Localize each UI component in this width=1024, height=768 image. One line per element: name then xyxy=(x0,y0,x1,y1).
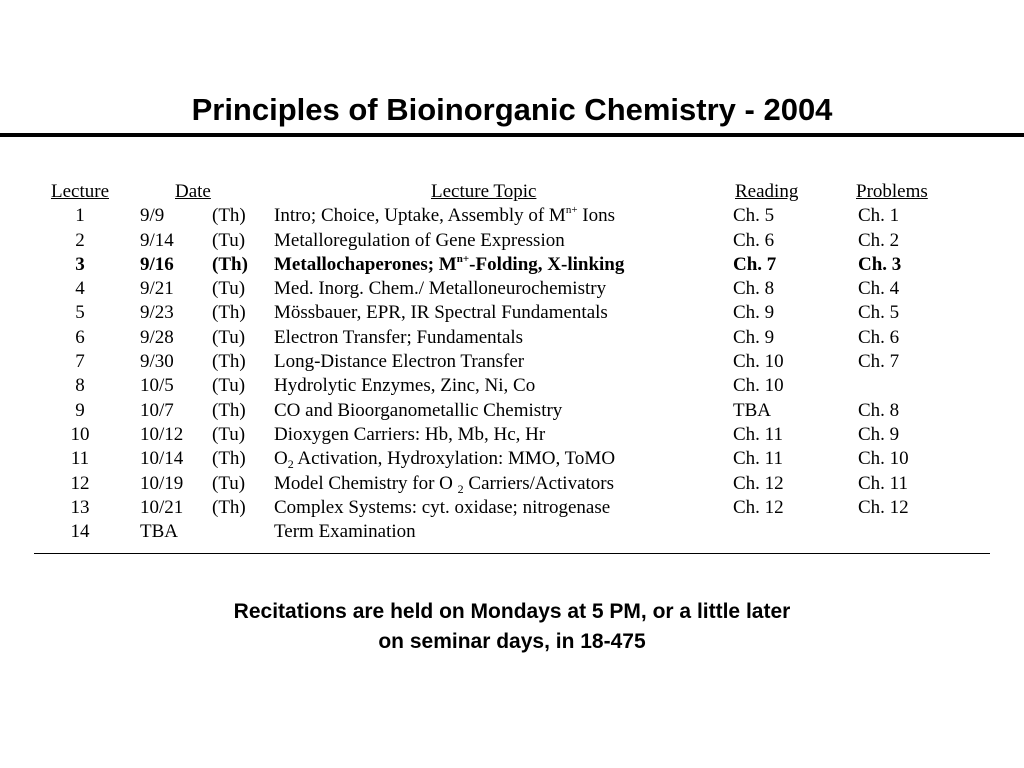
header-lecture: Lecture xyxy=(50,181,109,202)
reading: Ch. 12 xyxy=(733,472,784,494)
problems: Ch. 3 xyxy=(858,253,902,275)
table-header xyxy=(0,180,1024,204)
header-date: Date xyxy=(175,181,211,202)
lecture-topic: Complex Systems: cyt. oxidase; nitrogenase xyxy=(274,496,611,518)
lecture-number: 10 xyxy=(70,423,90,445)
reading: Ch. 8 xyxy=(733,278,775,300)
table-row xyxy=(0,301,1024,325)
lecture-topic: Metalloregulation of Gene Expression xyxy=(274,229,565,251)
header-reading: Reading xyxy=(735,181,799,202)
lecture-date: 9/14 xyxy=(140,229,174,251)
lecture-number: 2 xyxy=(75,229,85,251)
header-problems: Problems xyxy=(856,181,928,202)
reading: Ch. 5 xyxy=(733,205,775,227)
lecture-day: (Tu) xyxy=(212,472,246,494)
lecture-topic: Term Examination xyxy=(274,521,416,543)
table-row xyxy=(0,374,1024,398)
lecture-day: (Tu) xyxy=(212,229,246,251)
lecture-topic: Dioxygen Carriers: Hb, Mb, Hc, Hr xyxy=(274,423,546,445)
lecture-number: 4 xyxy=(75,278,85,300)
lecture-date: 10/21 xyxy=(140,496,184,518)
lecture-date: 10/7 xyxy=(140,399,174,421)
lecture-date: 9/30 xyxy=(140,351,174,373)
lecture-number: 13 xyxy=(70,496,90,518)
lecture-date: 9/21 xyxy=(140,278,174,300)
reading: TBA xyxy=(733,399,771,421)
reading: Ch. 10 xyxy=(733,375,784,397)
table-bottom-divider xyxy=(34,553,990,554)
problems: Ch. 12 xyxy=(858,496,909,518)
problems: Ch. 1 xyxy=(858,205,900,227)
table-row xyxy=(0,399,1024,423)
reading: Ch. 9 xyxy=(733,326,775,348)
lecture-number: 9 xyxy=(75,399,85,421)
lecture-date: 10/14 xyxy=(140,448,184,470)
recitation-note-line-1: Recitations are held on Mondays at 5 PM, or a little later xyxy=(233,600,791,623)
table-row xyxy=(0,326,1024,350)
lecture-date: TBA xyxy=(140,521,178,543)
title-divider xyxy=(0,133,1024,137)
problems: Ch. 4 xyxy=(858,278,900,300)
lecture-day: (Th) xyxy=(212,205,246,227)
table-row xyxy=(0,204,1024,228)
lecture-number: 3 xyxy=(75,253,85,275)
problems: Ch. 9 xyxy=(858,423,900,445)
lecture-day: (Th) xyxy=(212,496,246,518)
lecture-number: 5 xyxy=(75,302,85,324)
lecture-topic: Metallochaperones; $M^{n+}$-Folding, X-linking xyxy=(274,252,625,275)
table-row xyxy=(0,496,1024,520)
reading: Ch. 11 xyxy=(733,448,783,470)
lecture-topic: Long-Distance Electron Transfer xyxy=(274,351,525,373)
problems: Ch. 8 xyxy=(858,399,900,421)
problems: Ch. 10 xyxy=(858,448,909,470)
lecture-day: (Tu) xyxy=(212,326,246,348)
table-row xyxy=(0,472,1024,496)
recitation-note xyxy=(0,597,1024,657)
reading: Ch. 12 xyxy=(733,496,784,518)
lecture-date: 9/23 xyxy=(140,302,174,324)
lecture-topic: CO and Bioorganometallic Chemistry xyxy=(274,399,563,421)
lecture-day: (Th) xyxy=(212,448,246,470)
lecture-day: (Th) xyxy=(212,253,248,275)
lecture-date: 9/16 xyxy=(140,253,174,275)
page-title: Principles of Bioinorganic Chemistry - 2004 xyxy=(191,92,833,127)
lecture-day: (Tu) xyxy=(212,375,246,397)
header-topic: Lecture Topic xyxy=(431,181,537,202)
lecture-day: (Tu) xyxy=(212,423,246,445)
lecture-topic: Model Chemistry for O $_2$ Carriers/Activators xyxy=(274,472,615,496)
schedule-table xyxy=(0,180,1024,544)
table-row xyxy=(0,350,1024,374)
lecture-day: (Th) xyxy=(212,351,246,373)
table-row-current xyxy=(0,253,1024,277)
lecture-number: 7 xyxy=(75,351,85,373)
reading: Ch. 10 xyxy=(733,351,784,373)
lecture-date: 10/5 xyxy=(140,375,174,397)
lecture-topic: Intro; Choice, Uptake, Assembly of $M^{n+}$ Ions xyxy=(274,204,616,227)
table-row xyxy=(0,447,1024,471)
table-row xyxy=(0,277,1024,301)
lecture-date: 9/28 xyxy=(140,326,174,348)
table-row xyxy=(0,423,1024,447)
lecture-day: (Th) xyxy=(212,302,246,324)
reading: Ch. 7 xyxy=(733,253,777,275)
problems: Ch. 2 xyxy=(858,229,900,251)
lecture-number: 12 xyxy=(70,472,90,494)
lecture-topic: Hydrolytic Enzymes, Zinc, Ni, Co xyxy=(274,375,536,397)
lecture-date: 10/12 xyxy=(140,423,184,445)
lecture-day: (Th) xyxy=(212,399,246,421)
lecture-number: 11 xyxy=(70,448,90,470)
lecture-topic: Electron Transfer; Fundamentals xyxy=(274,326,524,348)
recitation-note-line-2: on seminar days, in 18-475 xyxy=(378,630,646,653)
lecture-number: 8 xyxy=(75,375,85,397)
table-row xyxy=(0,520,1024,544)
lecture-topic: Med. Inorg. Chem./ Metalloneurochemistry xyxy=(274,278,607,300)
reading: Ch. 6 xyxy=(733,229,775,251)
reading: Ch. 11 xyxy=(733,423,783,445)
lecture-number: 14 xyxy=(70,521,90,543)
lecture-date: 10/19 xyxy=(140,472,184,494)
lecture-topic: $O_2$ Activation, Hydroxylation: MMO, ToMO xyxy=(274,448,616,472)
problems: Ch. 7 xyxy=(858,351,900,373)
lecture-number: 1 xyxy=(75,205,85,227)
problems: Ch. 5 xyxy=(858,302,900,324)
lecture-number: 6 xyxy=(75,326,85,348)
table-row xyxy=(0,229,1024,253)
lecture-topic: Mössbauer, EPR, IR Spectral Fundamentals xyxy=(274,302,608,324)
lecture-day: (Tu) xyxy=(212,278,246,300)
problems: Ch. 11 xyxy=(858,472,908,494)
lecture-date: 9/9 xyxy=(140,205,165,227)
problems: Ch. 6 xyxy=(858,326,900,348)
reading: Ch. 9 xyxy=(733,302,775,324)
